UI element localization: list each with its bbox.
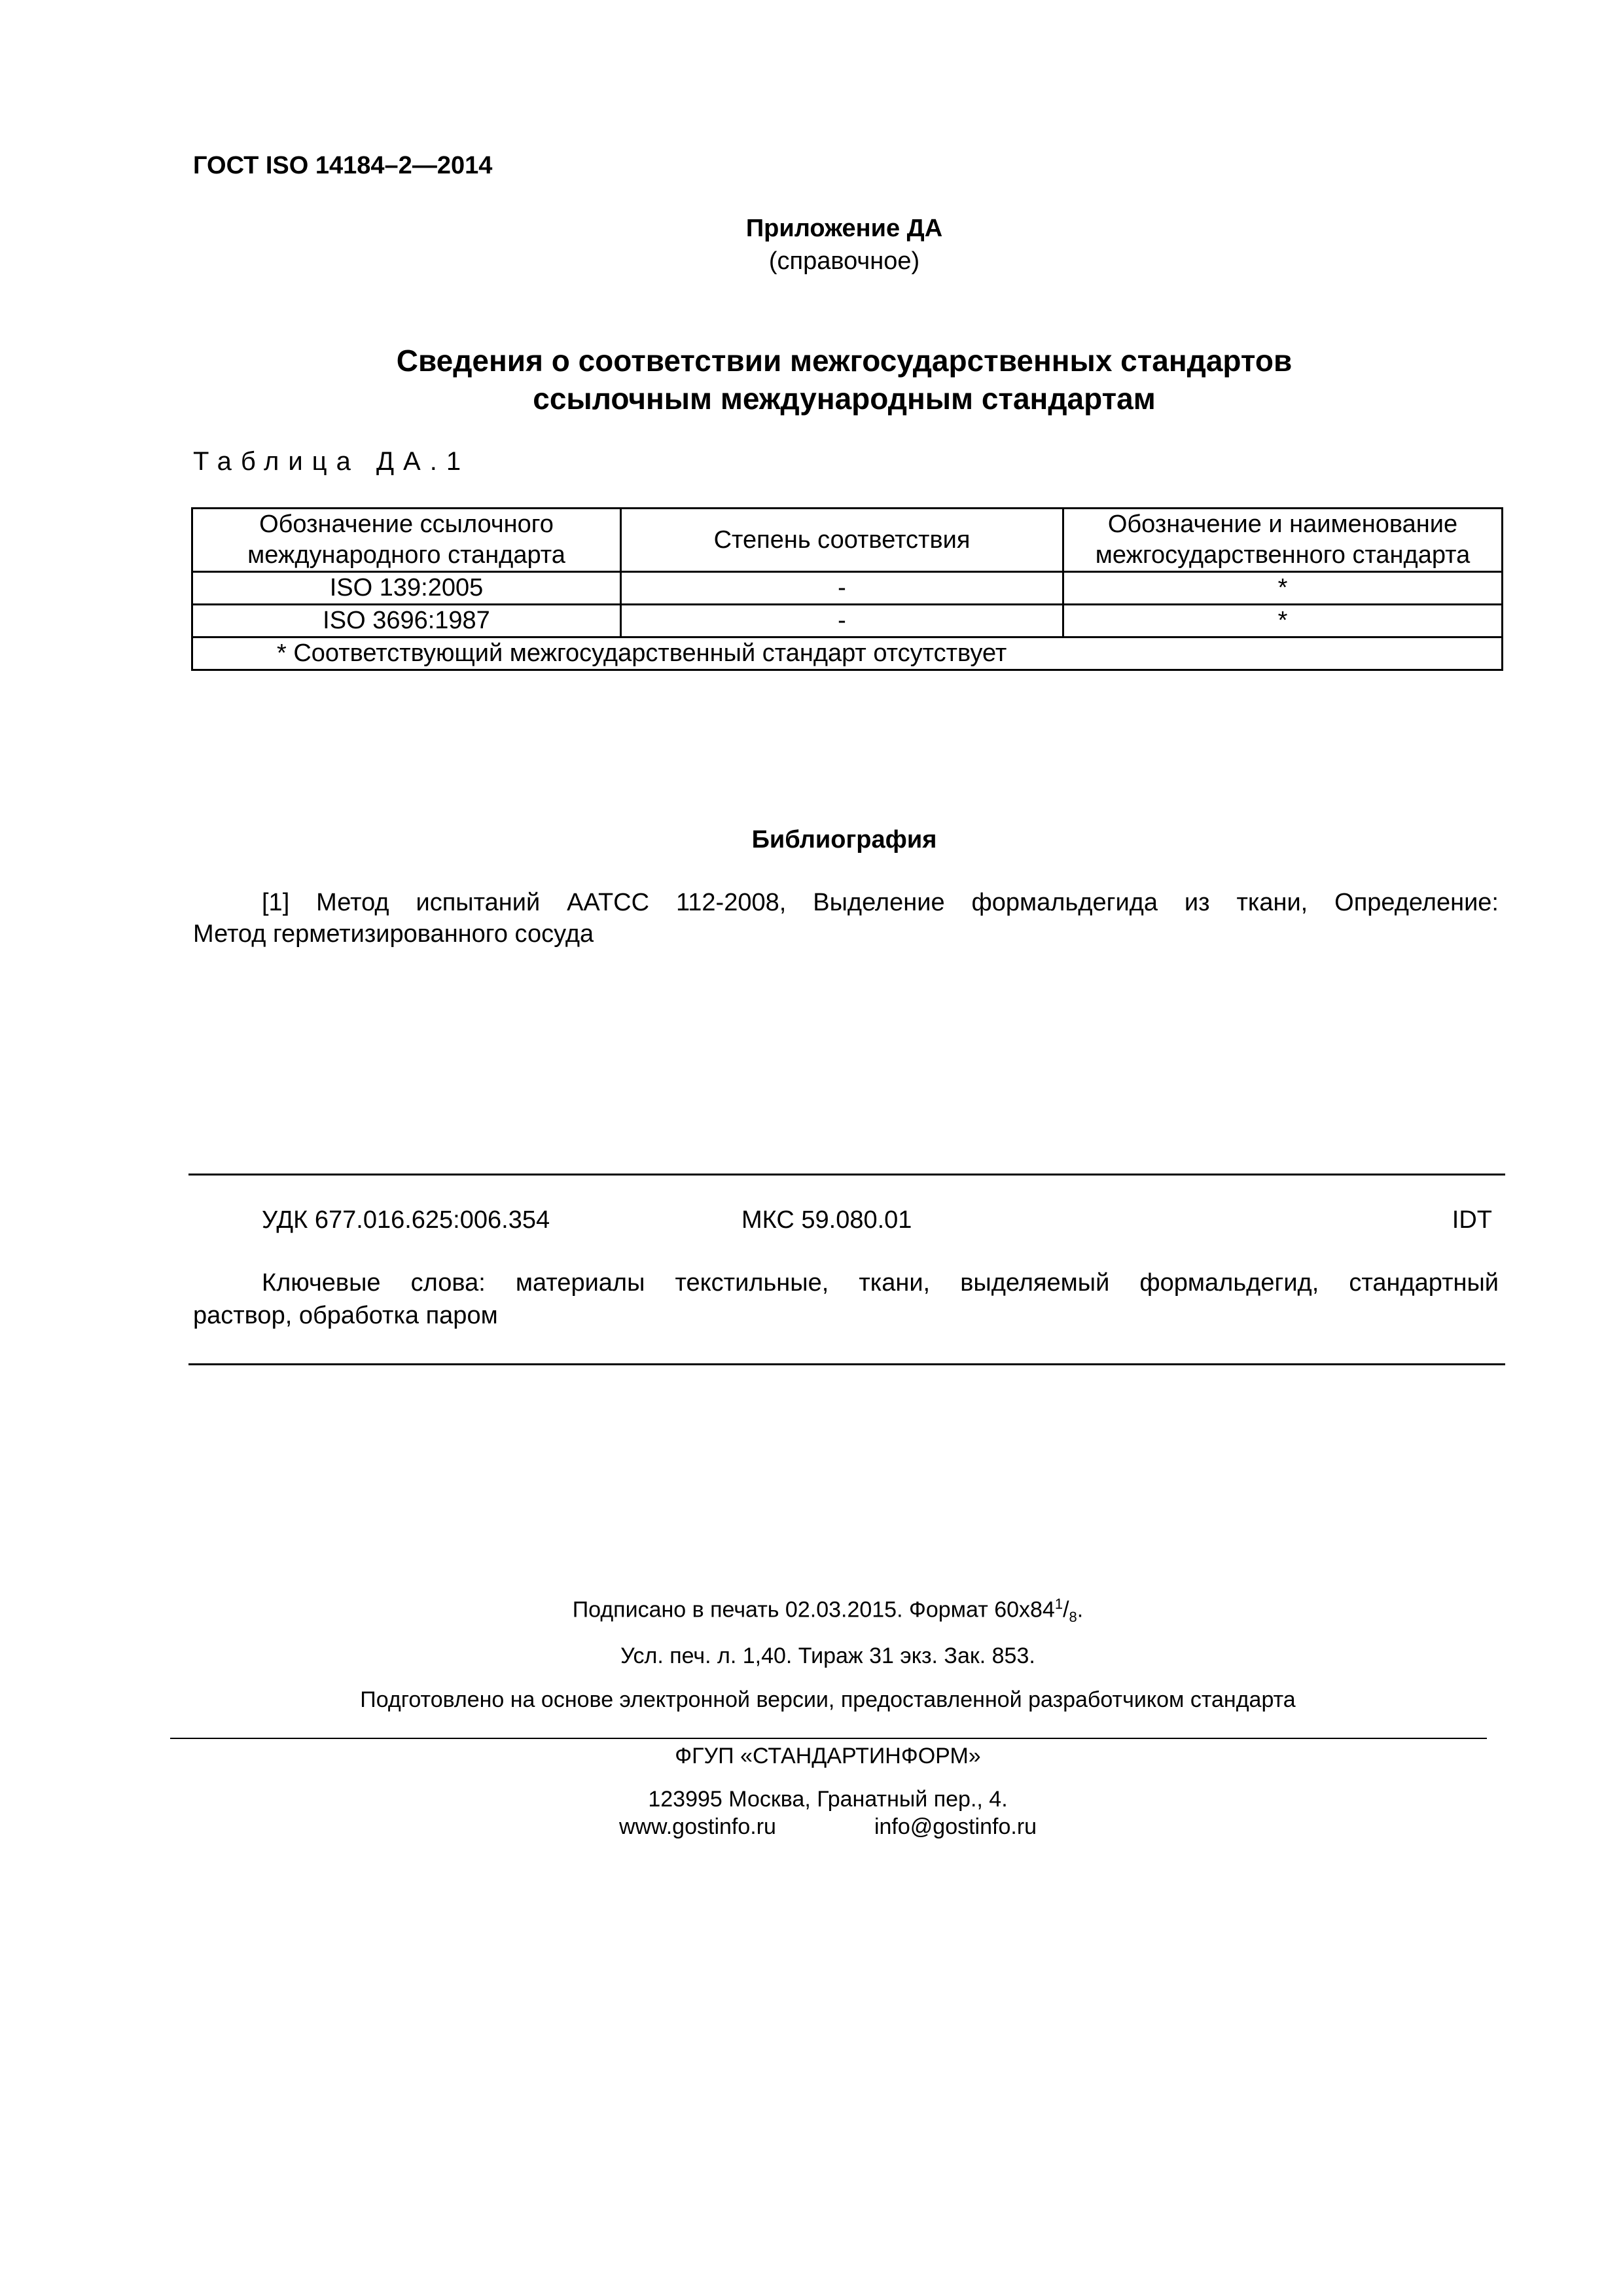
keywords-line-1: Ключевые слова: материалы текстильные, ткани, выделяемый формальдегид, стандартный (262, 1269, 1499, 1297)
header-interstate-standard-line-1: Обозначение и наименование (1107, 511, 1458, 538)
cell-designation: ISO 3696:1987 (192, 605, 621, 637)
udk-code: УДК 677.016.625:006.354 (262, 1206, 550, 1234)
section-title-line-1: Сведения о соответствии межгосударственных стандартов (396, 344, 1293, 378)
keywords-line-2: раствор, обработка паром (193, 1302, 498, 1329)
cell-interstate: * (1063, 605, 1503, 637)
bibliography-title: Библиография (751, 826, 937, 853)
section-title-line-2: ссылочным международным стандартам (533, 382, 1156, 416)
document-code: ГОСТ ISO 14184–2—2014 (193, 152, 493, 179)
imprint-print-info: Усл. печ. л. 1,40. Тираж 31 экз. Зак. 853. (620, 1643, 1035, 1668)
format-numerator: 1 (1054, 1596, 1063, 1612)
email-link[interactable]: info@gostinfo.ru (874, 1814, 1037, 1839)
publisher-name: ФГУП «СТАНДАРТИНФОРМ» (675, 1744, 981, 1768)
cell-degree: - (621, 605, 1063, 637)
bibliography-entry (193, 887, 1499, 950)
publisher-contacts (0, 1814, 1623, 1840)
imprint-prepared: Подготовлено на основе электронной версии, предоставленной разработчиком стандарта (360, 1687, 1296, 1712)
cell-designation: ISO 139:2005 (192, 572, 621, 605)
publisher-address: 123995 Москва, Гранатный пер., 4. (648, 1787, 1008, 1812)
header-interstate-standard (1063, 509, 1503, 572)
imprint-signed-suffix: . (1077, 1597, 1084, 1623)
bibliography-entry-line-1: [1] Метод испытаний AATCC 112-2008, Выделение формальдегида из ткани, Определение: (262, 889, 1499, 916)
idt-label: IDT (1452, 1206, 1492, 1234)
divider-top (188, 1174, 1505, 1175)
website-link[interactable]: www.gostinfo.ru (618, 1814, 776, 1839)
header-degree: Степень соответствия (621, 509, 1063, 572)
cell-degree: - (621, 572, 1063, 605)
correspondence-table (191, 507, 1503, 671)
header-reference-standard-line-1: Обозначение ссылочного (259, 511, 554, 538)
appendix-title: Приложение ДА (745, 215, 943, 242)
table-header-row (192, 509, 1503, 572)
bibliography-entry-line-2: Метод герметизированного сосуда (193, 920, 594, 948)
imprint-divider (170, 1738, 1487, 1739)
table-row (192, 605, 1503, 637)
imprint-signed-text: Подписано в печать 02.03.2015. Формат 60x84 (572, 1597, 1055, 1623)
header-interstate-standard-line-2: межгосударственного стандарта (1095, 541, 1471, 569)
divider-bottom (188, 1363, 1505, 1365)
table-row (192, 572, 1503, 605)
keywords (193, 1266, 1499, 1332)
cell-interstate: * (1063, 572, 1503, 605)
table-footnote-row (192, 637, 1503, 670)
imprint-signed: Подписано в печать 02.03.2015. Формат $60x84^1/_8$. (572, 1596, 1084, 1626)
header-reference-standard (192, 509, 621, 572)
mks-code: МКС 59.080.01 (741, 1206, 912, 1234)
table-caption: Таблица ДА.1 (193, 447, 471, 476)
table-footnote: * Соответствующий межгосударственный стандарт отсутствует (192, 637, 1503, 670)
section-title (0, 342, 1623, 418)
appendix-note: (справочное) (768, 247, 920, 275)
header-reference-standard-line-2: международного стандарта (247, 541, 565, 569)
format-denominator: 8 (1069, 1609, 1077, 1626)
